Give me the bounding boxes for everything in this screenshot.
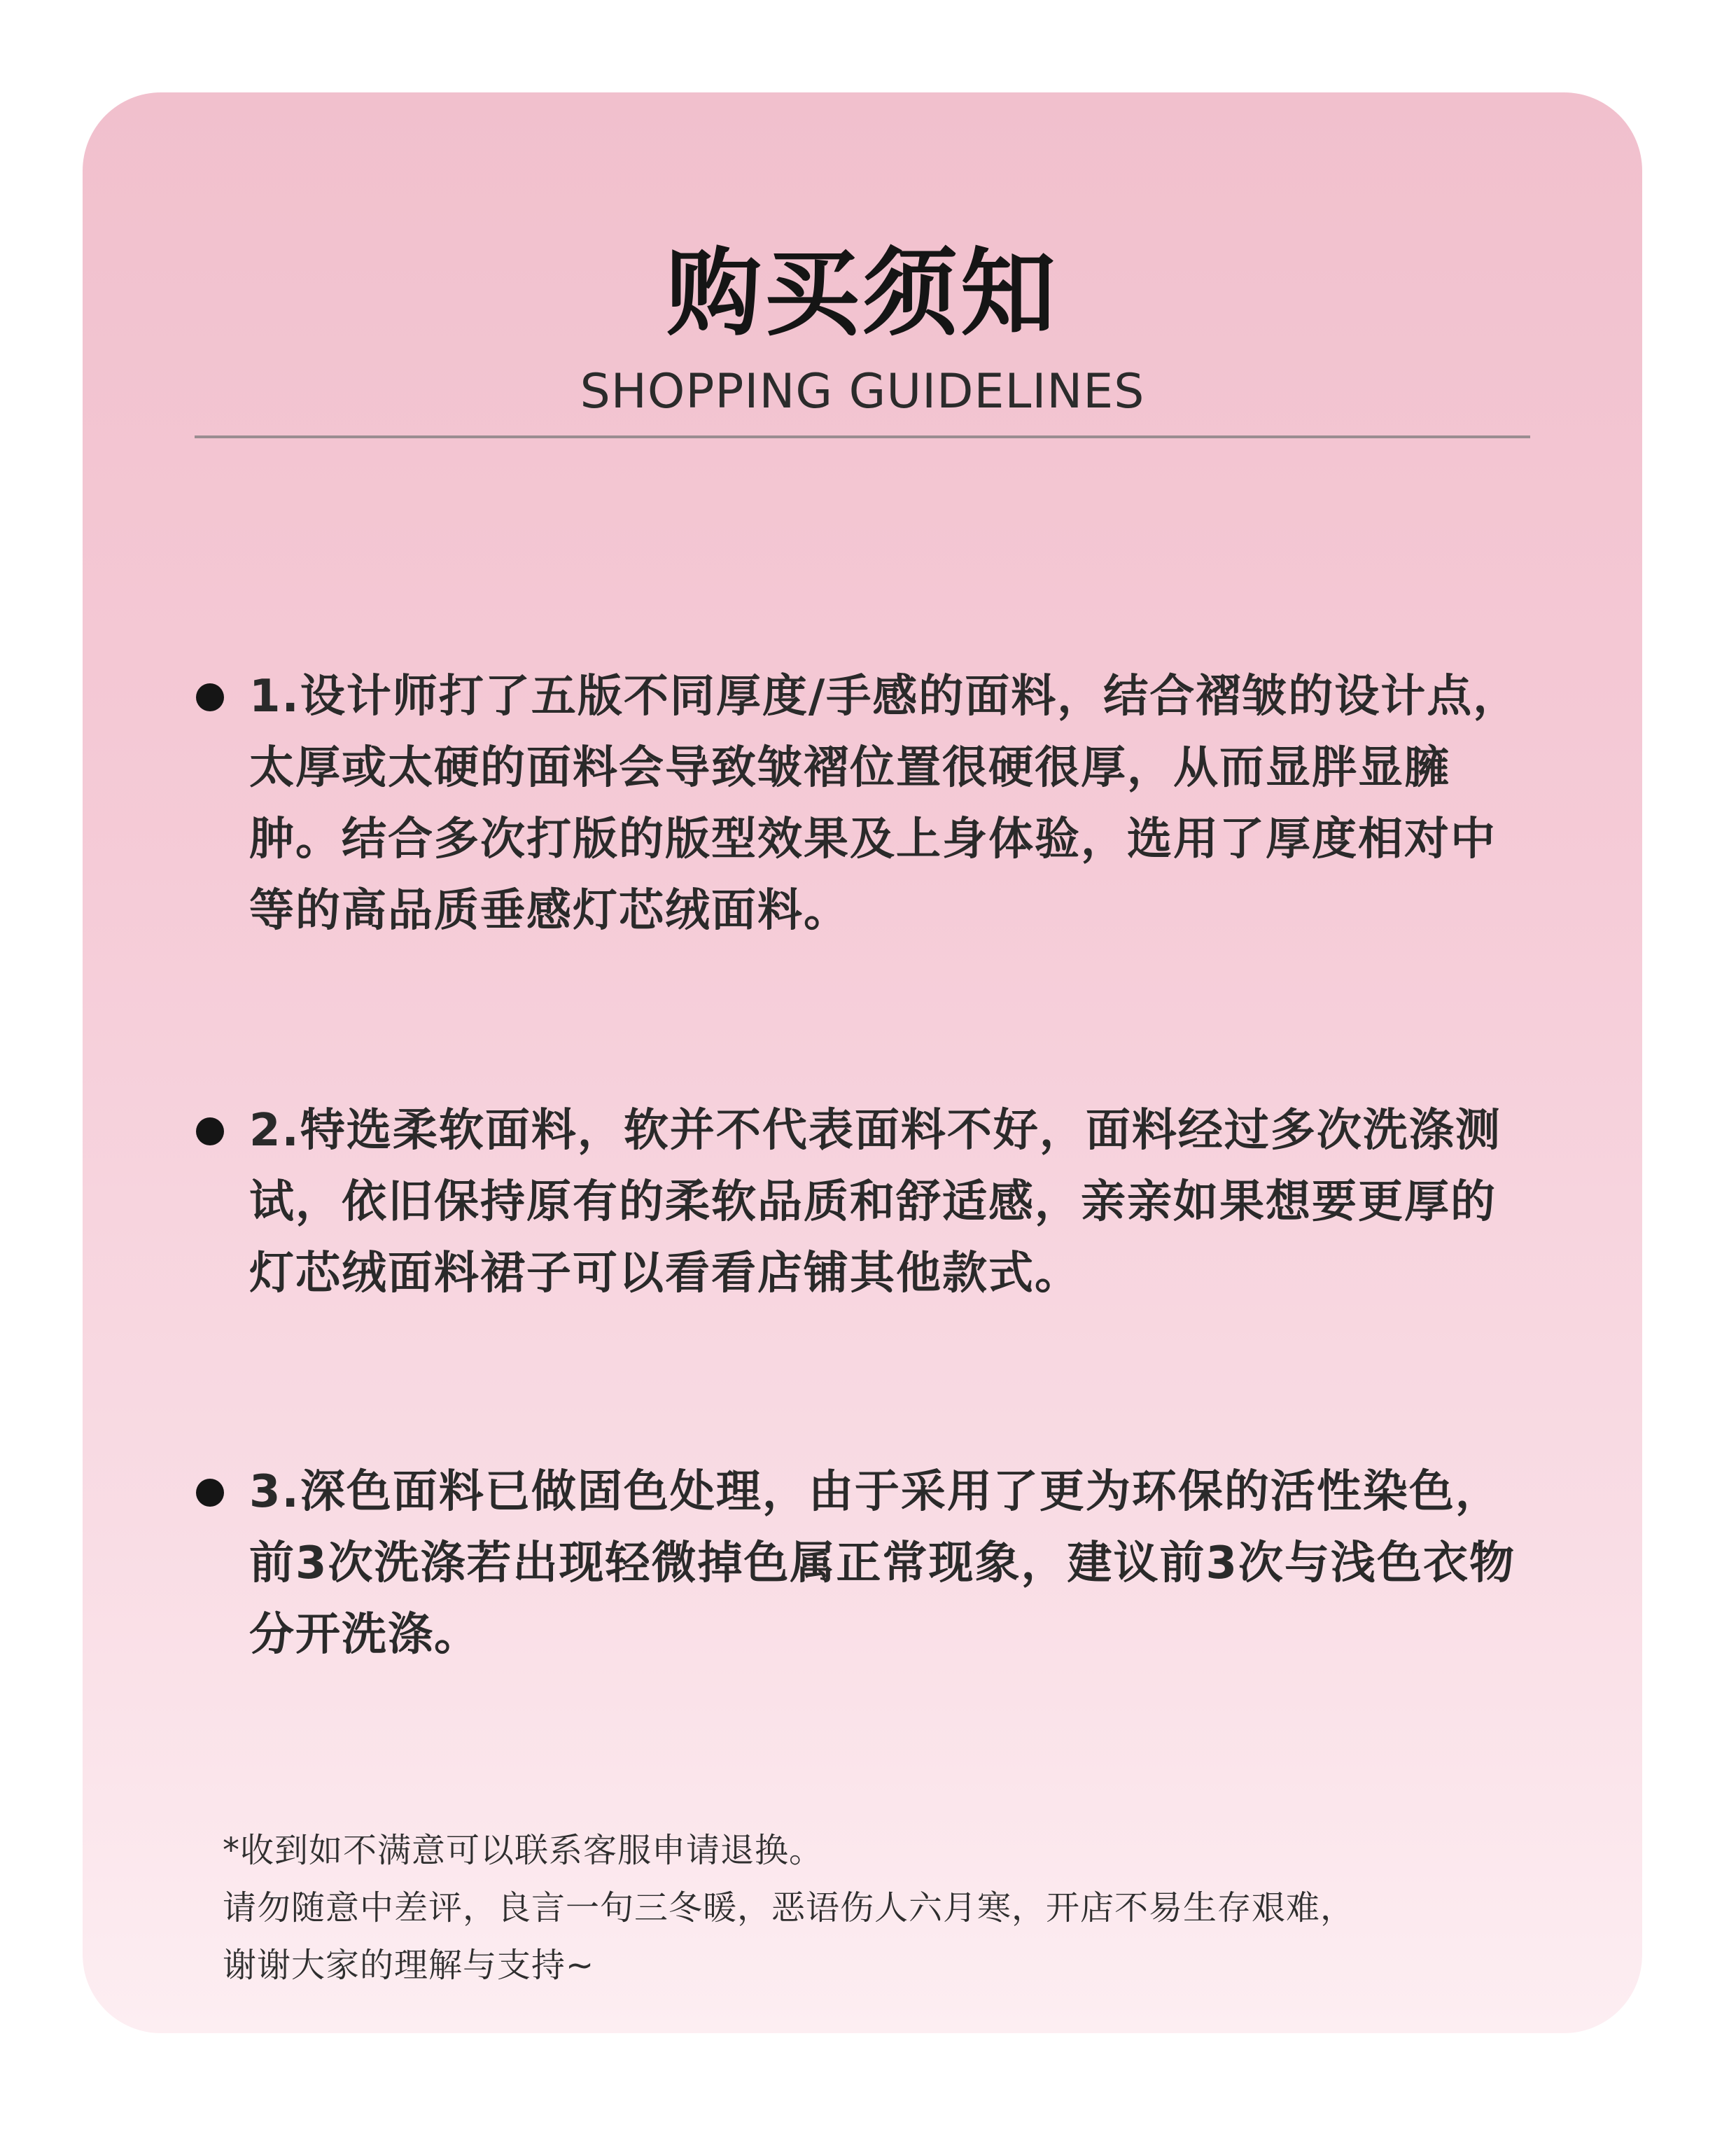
page-subtitle: SHOPPING GUIDELINES [580, 364, 1145, 419]
note-line-1: *收到如不满意可以联系客服申请退换。 [223, 1831, 824, 1870]
page-title: 购买须知 [666, 239, 1058, 349]
bullet-icon [196, 683, 224, 711]
note-line-2: 请勿随意中差评，良言一句三冬暖，恶语伤人六月寒，开店不易生存艰难， [223, 1888, 1355, 1927]
guideline-text-3: 3.深色面料已做固色处理，由于采用了更为环保的活性染色，前3次洗涤若出现轻微掉色属正常现象，建议前3次与浅色衣物分开洗涤。 [249, 1466, 1516, 1661]
title-divider [195, 435, 1530, 438]
note-line-3: 谢谢大家的理解与支持~ [223, 1946, 595, 1985]
bullet-icon [196, 1117, 224, 1145]
footer-notes [223, 1822, 1553, 1994]
guideline-item-3 [249, 1456, 1530, 1671]
guideline-item-1 [249, 661, 1530, 947]
guidelines-card [83, 92, 1642, 2033]
bullet-icon [196, 1479, 224, 1507]
guideline-text-1: 1.设计师打了五版不同厚度/手感的面料，结合褶皱的设计点，太厚或太硬的面料会导致皱褶位置很硬很厚，从而显胖显臃肿。结合多次打版的版型效果及上身体验，选用了厚度相对中等的高品质垂感灯芯绒面料。 [249, 671, 1520, 937]
guideline-item-2 [249, 1095, 1530, 1309]
guideline-text-2: 2.特选柔软面料，软并不代表面料不好，面料经过多次洗涤测试，依旧保持原有的柔软品质和舒适感，亲亲如果想要更厚的灯芯绒面料裙子可以看看店铺其他款式。 [249, 1105, 1502, 1299]
